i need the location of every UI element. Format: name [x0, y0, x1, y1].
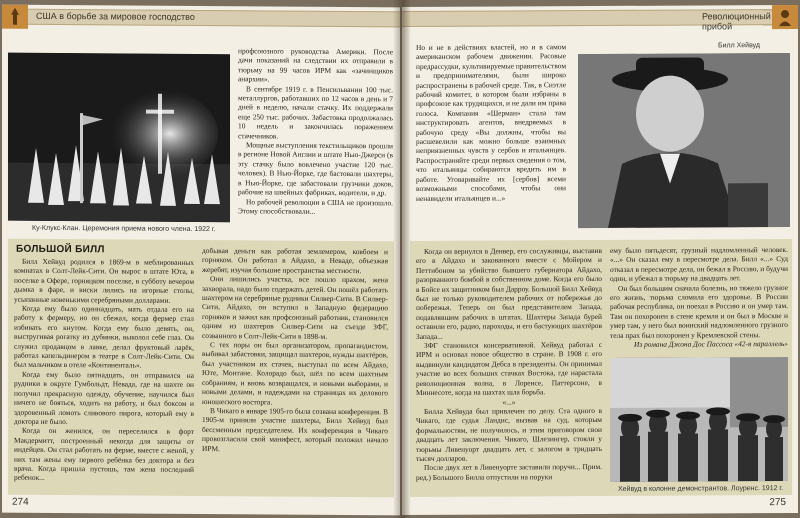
paragraph: С тех поры он был организатором, пропагандистом, выбивал забастовки, защищал шахтеров, нужды шахтёров, был участником их стачек, выступал по всем Айдахо, Юте, Монтане. Колорадо был, шёл по всем шахтным собраниям, и вновь возвращался, и новыми выборами, и новыми делами, и надеждами на страницах их делового юношеского восторга.	[202, 340, 388, 406]
paragraph: Когда ему было одиннадцать, мать отдала его на работу к фермеру, но он сбежал, когда фермер стал избивать его кнутом. Когда ему было девять, он, выстругивая рогатку из дубинки, выколол себе глаз. Он служил продавцом в лавке, делал фруктовый ларёк, работал капельдинером в театре в Солт-Лейк-Сити. Он был мальчиком в отеле «Континенталь».	[14, 303, 194, 371]
demonstration-photo	[610, 357, 788, 482]
sidebar-title: БОЛЬШОЙ БИЛЛ	[16, 243, 105, 256]
paragraph: Билла Хейвуда был привлечен по делу. Ста одного в Чикаго, где судья Ландис, вызвав на суд, которым формальностям, не получилось, и этим приговором свои двадцать лет заключения. Чикаго, Шлезингер, стояли у тюрьмы Ливенуорт двадцать лет, с залогом в тридцать тысяч долларов.	[416, 405, 602, 463]
kkk-photo	[8, 53, 230, 223]
paragraph: Мощные выступления текстильщиков прошли в регионе Новой Англии и штате Нью-Джерси (в эту стачку было вовлечено участие 120 тыс. человек). В Нью-Йорке, где бастовали шахтеры, в Нью-Йорке, где забастовали грузчики доков, рабочие на швейных фабриках, водители, и др.	[238, 140, 393, 198]
kkk-photo-caption: Ку-Клукс-Клан. Церемония приема нового члена. 1922 г.	[32, 224, 216, 234]
haywood-portrait-photo	[578, 53, 790, 228]
portrait-caption: Билл Хейвуд	[718, 42, 761, 50]
left-page	[2, 5, 400, 516]
sidebar-column-2	[202, 246, 388, 491]
paragraph: ЗФГ становился консервативной. Хейвуд работал с ИРМ и основал новое общество в стране. В 1908 г. его выдвинули кандидатом Дебса в президенты. Он принимал участие во всех больших стачках Востока, где нарастала революционная волна, в Лоренсе, Паттерсоне, в Миннесоте, когда на шахтах шла борьба.	[416, 340, 602, 398]
demonstration-photo-caption: Хейвуд в колонне демонстрантов. Лоуренс. 1912 г.	[618, 485, 784, 493]
right-top-column	[416, 42, 566, 225]
paragraph: В сентябре 1919 г. в Пенсильвании 100 тыс. металлургов, работавших по 12 часов в день и 7 дней в неделю, начали стачку. Их поддержали еще 250 тыс. рабочих. Забастовка продолжалась 10 недель и закончилась поражением стачечников.	[238, 83, 393, 141]
left-running-header	[2, 5, 400, 32]
left-header-title: США в борьбе за мировое господство	[36, 10, 195, 22]
paragraph: профсоюзного руководства Америки. После дачи показаний на следствии их отправили в тюрьму на 99 часов ИРМ как «зачинщиков анархии».	[238, 46, 393, 84]
right-column-1	[416, 246, 602, 491]
quote-source: Из романа Джона Дос Пассоса «42-я параллель»	[634, 339, 788, 349]
paragraph: Они лишились участка, все пошло прахом, жена захворала, надо было содержать детей. Он пошёл работать шахтером на серебряные рудники Силвер-Сити. В Силвер-Сити, Айдахо, он вступил в Западную федерацию горняков и зажил как профсоюзный работник, становился одним из шахтеров Силвер-Сити на съезде ЗФГ, созванного в Солт-Лейк-Сити в 1898-м.	[202, 274, 388, 341]
header-ornament-icon	[772, 5, 798, 29]
right-header-title: Революционный прибой	[702, 11, 771, 32]
sidebar-column-1	[14, 257, 194, 490]
paragraph: Он был большим сначала болезнь, но тяжело грузное его жизнь, тюрьма сломила его здоровье. В России рабочая республика, он поехал в Россию и он умер там. Там он похоронен в стене кремля и он был в Москве и умер там, у него был воинский надломленного грузного тела прах был похоронен у Кремлевской стены.	[610, 282, 788, 340]
paragraph: В Чикаго в январе 1905-го была созвана конференция. В 1905-м приняли участие шахтеры, Билл Хейвуд был бессменным председателем. Их конференция в Чикаго провозгласила свой манифест, который положил начало ИРМ.	[202, 405, 388, 453]
right-page-number: 275	[769, 497, 786, 509]
paragraph: добывая деньги как работая землемером, ковбоем и горняком. Он работал в Айдахо, в Неваде, объезжая жеребят, изучая большие пространства местности.	[202, 246, 388, 275]
right-running-header	[402, 5, 798, 31]
paragraph: Но рабочей революции в США не произошло. Этому способствовали...	[238, 196, 393, 216]
header-ornament-icon	[2, 5, 28, 29]
paragraph: Билл Хейвуд родился в 1869-м в меблированных комнатах в Солт-Лейк-Сити. Он вырос в штате Юта, в поселке в Офере, горняцком поселке, в субботу вечером дымка в фаре, и виски лились на игорные столы, усыпанные новенькими серебряными долларами.	[14, 256, 194, 305]
paragraph: «...»	[502, 396, 516, 407]
book-gutter	[393, 0, 411, 518]
paragraph: Но и не в действиях властей, но и в самом американском рабочем движении. Расовые предрассудки, культивируемые правительством и предпринимателями, были широко распространены в рабочей среде. Так, в Сиэтле рабочий комитет, в котором были избраны в профсоюзе как трудящихся, и не дали им права голоса. Компания «Шерман» стала там инструктировать агентов, внедряемых в рабочую среду «Вы должны, чтобы вы расшевелили как можно больше взаимных неприязненных чувств у сербов и итальянцев. Распространяйте среди первых сведения о том, что итальянцы собираются вредить им в работе. Уговаривайте их [сербов] всеми возможными способами, чтобы они ненавидели итальянцев и...»	[416, 42, 566, 203]
paragraph: ему было пятьдесят, грузный надломленный человек. «...» Он сказал ему в пересмотре дела. Билл «...» Суд отказал в пересмотре дела, он бежал в Россию, и будучи один, и убежал в тюрьму на двадцать лет.	[610, 245, 788, 284]
paragraph: Когда он вернулся в Денвер, его сослуживцы, выставив его в Айдахо и закованного вместе с Мойером и Петтибоном за убийство бывшего губернатора Айдахо, разорванного бомбой в собственном доме. Когда его было в Бойсе их защитником был Дарроу. Большой Билл Хейвуд был не только руководителем рабочих от побережья до побережья. Теперь он был представителем Запада, подавлявшим рабочих в штатах. Шахтеры Запада бурей оставили его, радио, пароходы, и его бастующих шахтёров Запада...	[416, 245, 602, 341]
left-top-column	[238, 46, 393, 237]
paragraph: После двух лет в Ливенуорте заставили поручи... Прим. ред.) Большого Билла отпустили на поруки	[416, 462, 602, 482]
right-column-2	[610, 245, 788, 350]
paragraph: Когда он женился, он переселился в форт Макдермитт, построенный некогда для защиты от индейцев. Он стал работать на ферме, вместе с женой, у них там жены ему первого ребёнка без доктора и без врача. Когда пришла пустошь, там жена последний ребенок...	[14, 426, 194, 483]
left-page-number: 274	[12, 496, 29, 508]
right-page	[402, 5, 798, 515]
paragraph: Когда ему было пятнадцать, он отправился на рудники в округе Гумбольдт, Невада, где на шахте он получил прекрасную одежду, обучение, научился был ничего не бояться, ходить на работу, и был боксом и здоровенный ломоть сливового пирога, который ему в доктора не было.	[14, 369, 194, 426]
